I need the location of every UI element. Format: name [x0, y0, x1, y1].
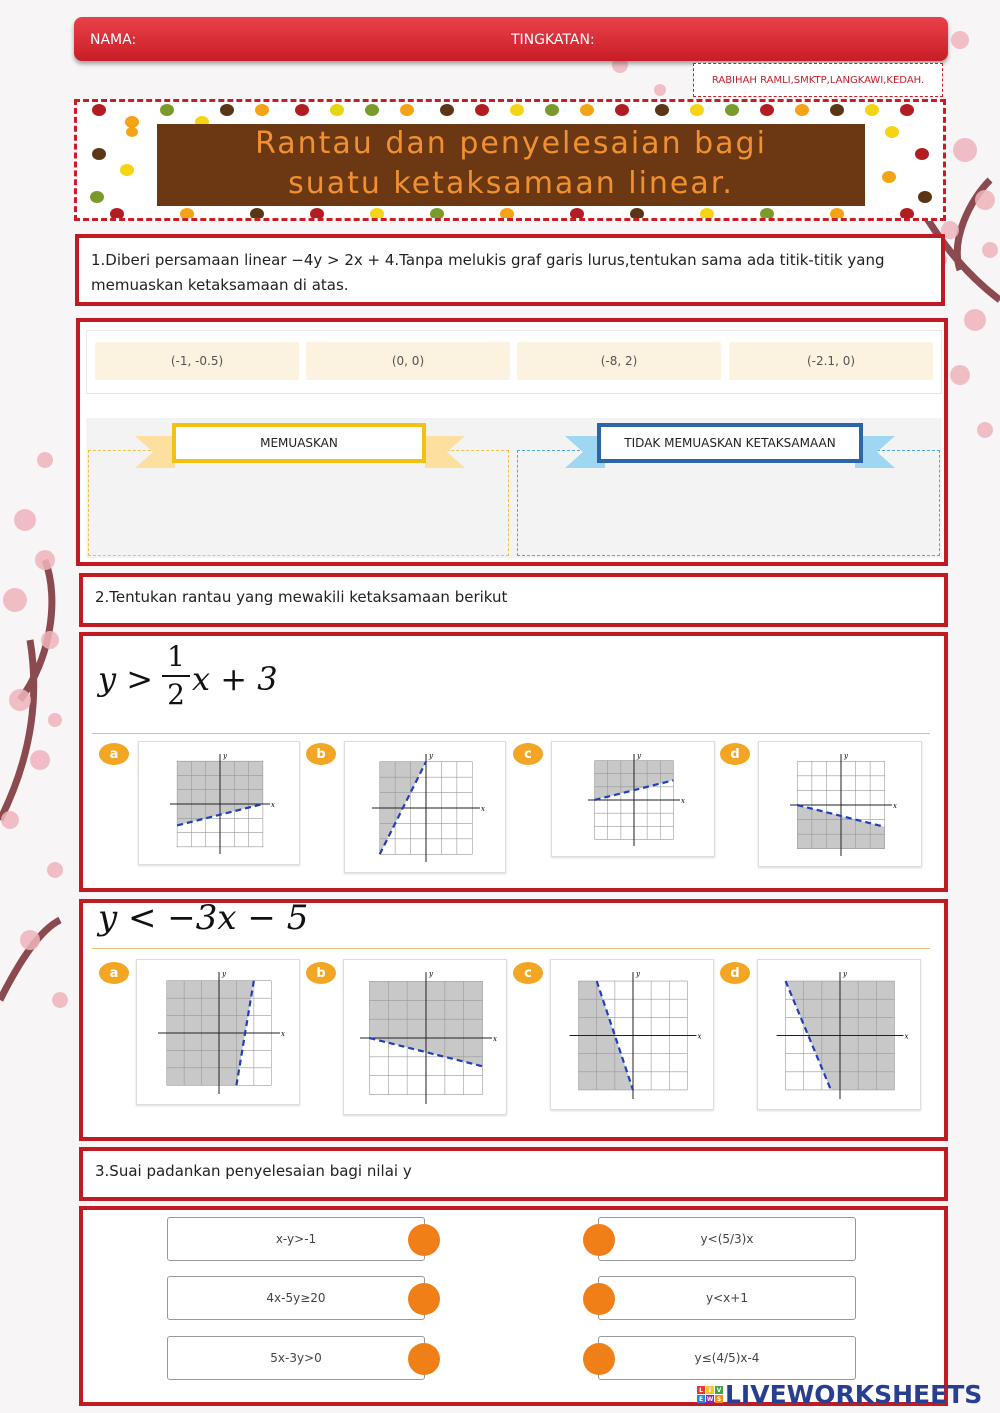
question-2-box [79, 573, 948, 627]
match-left-connector[interactable] [408, 1343, 440, 1375]
separator-line [92, 733, 930, 734]
x-axis-label: x [681, 797, 685, 805]
fraction-bar [162, 675, 190, 677]
liveworksheets-logo [697, 1380, 982, 1409]
name-bar [74, 17, 948, 61]
y-axis-label: y [223, 752, 227, 760]
tingkatan-label: TINGKATAN: [511, 32, 595, 48]
logo-mark: L I V E W S [698, 1386, 722, 1403]
point-tile[interactable]: (-1, -0.5) [95, 342, 299, 380]
graph-card-2b[interactable] [343, 959, 507, 1115]
inequality-2: y < −3x − 5 [98, 898, 309, 938]
match-right-item: y≤(4/5)x-4 [598, 1336, 856, 1380]
question-1-box [75, 234, 945, 306]
option-badge-d[interactable]: d [720, 962, 750, 984]
graph-1b [345, 742, 507, 874]
inequality-1-rhs: x + 3 [192, 660, 278, 698]
nama-label: NAMA: [90, 32, 137, 48]
graph-card-1d[interactable] [758, 741, 922, 867]
match-left-item: x-y>-1 [167, 1217, 425, 1261]
match-right-item: y<x+1 [598, 1276, 856, 1320]
graph-card-2d[interactable] [757, 959, 921, 1110]
y-axis-label: y [429, 752, 433, 760]
question-3-text: 3.Suai padankan penyelesaian bagi nilai y [95, 1162, 412, 1180]
match-left-connector[interactable] [408, 1224, 440, 1256]
graph-card-2c[interactable] [550, 959, 714, 1110]
question-2-text: 2.Tentukan rantau yang mewakili ketaksamaan berikut [95, 588, 508, 606]
title-heading [157, 124, 865, 206]
match-right-connector[interactable] [583, 1283, 615, 1315]
match-left-item: 5x-3y>0 [167, 1336, 425, 1380]
x-axis-label: x [481, 805, 485, 813]
match-left-item: 4x-5y≥20 [167, 1276, 425, 1320]
y-axis-label: y [844, 752, 848, 760]
option-badge-a[interactable]: a [99, 743, 129, 765]
graph-2a [137, 960, 301, 1106]
graph-1c [552, 742, 716, 858]
fraction-numerator: 1 [167, 640, 185, 673]
graph-card-1a[interactable] [138, 741, 300, 865]
option-badge-b[interactable]: b [306, 962, 336, 984]
inequality-1 [98, 660, 153, 698]
x-axis-label: x [281, 1030, 285, 1038]
inequality-1-lhs: y > [98, 660, 154, 698]
graph-card-2a[interactable] [136, 959, 300, 1105]
graph-1d [759, 742, 923, 868]
option-badge-c[interactable]: c [513, 743, 543, 765]
x-axis-label: x [893, 802, 897, 810]
match-left-connector[interactable] [408, 1283, 440, 1315]
option-badge-c[interactable]: c [513, 962, 543, 984]
match-right-connector[interactable] [583, 1343, 615, 1375]
graph-card-1b[interactable] [344, 741, 506, 873]
logo-text: LIVEWORKSHEETS [725, 1380, 983, 1409]
fraction-denominator: 2 [167, 678, 185, 711]
x-axis-label: x [493, 1035, 497, 1043]
match-right-connector[interactable] [583, 1224, 615, 1256]
memuaskan-label: MEMUASKAN [172, 423, 426, 463]
x-axis-label: x [271, 801, 275, 809]
title-banner [74, 99, 946, 221]
x-axis-label: x [697, 1032, 702, 1041]
y-axis-label: y [222, 970, 226, 978]
question-3-box [79, 1147, 948, 1201]
x-axis-label: x [904, 1032, 909, 1041]
option-badge-b[interactable]: b [306, 743, 336, 765]
author-credit: RABIHAH RAMLI,SMKTP,LANGKAWI,KEDAH. [693, 63, 943, 97]
point-tile[interactable]: (-2.1, 0) [729, 342, 933, 380]
separator-line [92, 948, 930, 949]
graph-2d [758, 960, 922, 1111]
y-axis-label: y [843, 970, 847, 978]
match-right-item: y<(5/3)x [598, 1217, 856, 1261]
option-badge-d[interactable]: d [720, 743, 750, 765]
graph-1a [139, 742, 301, 866]
point-tile[interactable]: (0, 0) [306, 342, 510, 380]
graph-card-1c[interactable] [551, 741, 715, 857]
y-axis-label: y [637, 752, 641, 760]
tidak-memuaskan-label: TIDAK MEMUASKAN KETAKSAMAAN [597, 423, 863, 463]
title-line-1: Rantau dan penyelesaian bagi [255, 126, 767, 161]
option-badge-a[interactable]: a [99, 962, 129, 984]
question-1-text: 1.Diberi persamaan linear −4y > 2x + 4.Tanpa melukis graf garis lurus,tentukan sama ada titik-titik yang memuaskan ketaksamaan di atas. [91, 251, 885, 294]
y-axis-label: y [429, 970, 433, 978]
y-axis-label: y [636, 970, 640, 978]
point-tile[interactable]: (-8, 2) [517, 342, 721, 380]
graph-2b [344, 960, 508, 1116]
title-line-2: suatu ketaksamaan linear. [288, 166, 734, 201]
graph-2c [551, 960, 715, 1111]
